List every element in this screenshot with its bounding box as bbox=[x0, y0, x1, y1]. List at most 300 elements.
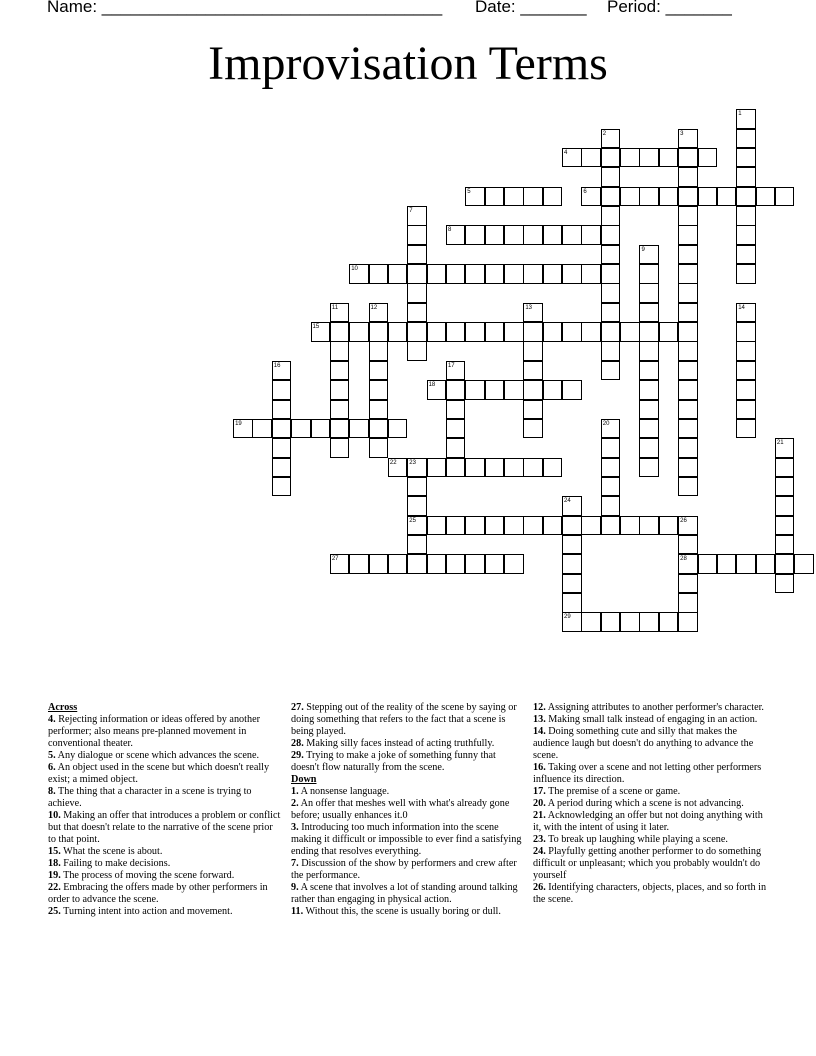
grid-cell[interactable] bbox=[369, 380, 389, 400]
grid-cell[interactable] bbox=[639, 380, 659, 400]
clue-number-label: 3 bbox=[680, 130, 684, 137]
grid-cell[interactable] bbox=[581, 148, 601, 168]
grid-cell[interactable] bbox=[678, 303, 698, 323]
grid-cell[interactable] bbox=[504, 554, 524, 574]
clue-number: 21. bbox=[533, 810, 546, 821]
clue-text: Introducing too much information into the scene making it difficult or impossible to ever find a satisfying ending that resolves everything. bbox=[291, 822, 522, 857]
grid-cell[interactable] bbox=[543, 187, 563, 207]
grid-cell[interactable] bbox=[639, 612, 659, 632]
grid-cell[interactable] bbox=[659, 516, 679, 536]
grid-cell[interactable] bbox=[775, 496, 795, 516]
clue-number-label: 29 bbox=[564, 614, 571, 621]
grid-cell[interactable] bbox=[698, 554, 718, 574]
grid-cell[interactable] bbox=[523, 322, 543, 342]
grid-cell[interactable] bbox=[407, 477, 427, 497]
clue-text: A period during which a scene is not advancing. bbox=[547, 798, 744, 809]
grid-cell[interactable] bbox=[446, 438, 466, 458]
grid-cell[interactable] bbox=[427, 554, 447, 574]
grid-cell[interactable] bbox=[756, 187, 776, 207]
grid-cell[interactable] bbox=[446, 264, 466, 284]
grid-cell[interactable] bbox=[601, 458, 621, 478]
grid-cell[interactable] bbox=[678, 593, 698, 613]
grid-cell[interactable] bbox=[639, 438, 659, 458]
grid-cell[interactable] bbox=[601, 187, 621, 207]
clue-number-label: 16 bbox=[273, 362, 281, 369]
grid-cell[interactable] bbox=[543, 516, 563, 536]
grid-cell[interactable] bbox=[349, 554, 369, 574]
grid-cell[interactable] bbox=[407, 554, 427, 574]
clue-number: 25. bbox=[48, 906, 61, 917]
grid-cell[interactable] bbox=[291, 419, 311, 439]
down-clue bbox=[533, 846, 768, 882]
grid-cell[interactable] bbox=[427, 458, 447, 478]
grid-cell[interactable] bbox=[775, 535, 795, 555]
clue-text: An object used in the scene but which doesn't really exist; a mimed object. bbox=[48, 762, 270, 785]
grid-cell[interactable] bbox=[736, 554, 756, 574]
grid-cell[interactable] bbox=[446, 554, 466, 574]
grid-cell[interactable] bbox=[639, 148, 659, 168]
grid-cell[interactable] bbox=[523, 341, 543, 361]
grid-cell[interactable] bbox=[330, 322, 350, 342]
grid-cell[interactable] bbox=[465, 225, 485, 245]
clue-number: 24. bbox=[533, 846, 546, 857]
grid-cell[interactable] bbox=[601, 225, 621, 245]
grid-cell[interactable] bbox=[562, 535, 582, 555]
grid-cell[interactable] bbox=[678, 148, 698, 168]
grid-cell[interactable] bbox=[620, 322, 640, 342]
grid-cell[interactable] bbox=[601, 245, 621, 265]
clue-text: Without this, the scene is usually boring or dull. bbox=[305, 906, 501, 917]
across-clue bbox=[48, 858, 283, 870]
down-clue bbox=[533, 714, 768, 726]
grid-cell[interactable] bbox=[678, 187, 698, 207]
down-clue bbox=[533, 834, 768, 846]
clue-number-label: 14 bbox=[738, 304, 745, 311]
clue-text: What the scene is about. bbox=[63, 846, 163, 857]
grid-cell[interactable] bbox=[369, 554, 389, 574]
clue-text: Playfully getting another performer to do something difficult or unpleasant; which you probably wouldn't do yourself bbox=[533, 846, 762, 881]
grid-cell[interactable] bbox=[717, 554, 737, 574]
grid-cell[interactable] bbox=[736, 148, 756, 168]
clue-number: 15. bbox=[48, 846, 61, 857]
grid-cell[interactable] bbox=[678, 458, 698, 478]
clue-text: Embracing the offers made by other performers in order to advance the scene. bbox=[48, 882, 268, 905]
grid-cell[interactable] bbox=[678, 380, 698, 400]
grid-cell[interactable] bbox=[620, 187, 640, 207]
clue-number-label: 9 bbox=[641, 246, 645, 253]
grid-cell[interactable] bbox=[736, 322, 756, 342]
clue-text: Any dialogue or scene which advances the scene. bbox=[57, 750, 260, 761]
grid-cell[interactable] bbox=[272, 438, 292, 458]
grid-cell[interactable] bbox=[272, 477, 292, 497]
grid-cell[interactable] bbox=[562, 516, 582, 536]
grid-cell[interactable] bbox=[639, 516, 659, 536]
grid-cell[interactable] bbox=[736, 206, 756, 226]
clue-number: 20. bbox=[533, 798, 546, 809]
clue-number-label: 17 bbox=[447, 362, 455, 369]
grid-cell[interactable] bbox=[330, 419, 350, 439]
grid-cell[interactable] bbox=[601, 612, 621, 632]
grid-cell[interactable] bbox=[678, 612, 698, 632]
grid-cell[interactable] bbox=[543, 322, 563, 342]
grid-cell[interactable] bbox=[736, 341, 756, 361]
clue-text: Making an offer that introduces a problem or conflict but that doesn't relate to the narrative of the scene prior to that point. bbox=[48, 810, 281, 845]
grid-cell[interactable] bbox=[678, 419, 698, 439]
clue-number: 3. bbox=[291, 822, 299, 833]
grid-cell[interactable] bbox=[562, 264, 582, 284]
grid-cell[interactable] bbox=[252, 419, 272, 439]
grid-cell[interactable] bbox=[369, 400, 389, 420]
grid-cell[interactable] bbox=[601, 341, 621, 361]
grid-cell[interactable] bbox=[369, 419, 389, 439]
grid-cell[interactable] bbox=[504, 380, 524, 400]
clue-text: Discussion of the show by performers and crew after the performance. bbox=[291, 858, 517, 881]
grid-cell[interactable] bbox=[678, 167, 698, 187]
clue-text: Assigning attributes to another performer's character. bbox=[547, 702, 764, 713]
clue-text: The premise of a scene or game. bbox=[548, 786, 681, 797]
grid-cell[interactable] bbox=[407, 535, 427, 555]
grid-cell[interactable] bbox=[678, 206, 698, 226]
grid-cell[interactable] bbox=[601, 496, 621, 516]
clue-number: 27. bbox=[291, 702, 304, 713]
grid-cell[interactable] bbox=[736, 400, 756, 420]
grid-cell[interactable] bbox=[581, 264, 601, 284]
grid-cell[interactable] bbox=[562, 574, 582, 594]
grid-cell[interactable] bbox=[523, 400, 543, 420]
grid-cell[interactable] bbox=[736, 361, 756, 381]
clue-number-label: 18 bbox=[428, 382, 436, 389]
grid-cell[interactable] bbox=[407, 225, 427, 245]
clue-number-label: 1 bbox=[738, 111, 742, 118]
clue-number-label: 2 bbox=[602, 130, 607, 137]
grid-cell[interactable] bbox=[407, 303, 427, 323]
grid-cell[interactable] bbox=[601, 303, 621, 323]
clue-text: Stepping out of the reality of the scene by saying or doing something that refers to the fact that a scene is being played. bbox=[291, 702, 517, 737]
grid-cell[interactable] bbox=[581, 516, 601, 536]
grid-cell[interactable] bbox=[427, 516, 447, 536]
grid-cell[interactable] bbox=[639, 458, 659, 478]
grid-cell[interactable] bbox=[678, 361, 698, 381]
clue-number-label: 20 bbox=[602, 420, 610, 427]
across-clue bbox=[48, 750, 283, 762]
grid-cell[interactable] bbox=[601, 206, 621, 226]
grid-cell[interactable] bbox=[465, 380, 485, 400]
across-clue bbox=[48, 882, 283, 906]
grid-cell[interactable] bbox=[678, 438, 698, 458]
grid-cell[interactable] bbox=[601, 148, 621, 168]
grid-cell[interactable] bbox=[639, 283, 659, 303]
grid-cell[interactable] bbox=[504, 264, 524, 284]
grid-cell[interactable] bbox=[388, 322, 408, 342]
clue-number-label: 24 bbox=[564, 498, 571, 505]
grid-cell[interactable] bbox=[543, 225, 563, 245]
grid-cell[interactable] bbox=[369, 264, 389, 284]
grid-cell[interactable] bbox=[427, 322, 447, 342]
grid-cell[interactable] bbox=[678, 477, 698, 497]
clue-text: Identifying characters, objects, places, and so forth in the scene. bbox=[533, 882, 767, 905]
grid-cell[interactable] bbox=[543, 264, 563, 284]
grid-cell[interactable] bbox=[756, 554, 776, 574]
across-clue bbox=[48, 846, 283, 858]
clue-number-label: 19 bbox=[235, 420, 242, 427]
grid-cell[interactable] bbox=[465, 458, 485, 478]
down-clue bbox=[291, 906, 526, 918]
grid-cell[interactable] bbox=[523, 225, 543, 245]
grid-cell[interactable] bbox=[601, 477, 621, 497]
grid-cell[interactable] bbox=[485, 187, 505, 207]
down-clue bbox=[533, 798, 768, 810]
clues-column-3 bbox=[533, 702, 768, 906]
grid-cell[interactable] bbox=[601, 283, 621, 303]
grid-cell[interactable] bbox=[736, 264, 756, 284]
grid-cell[interactable] bbox=[562, 554, 582, 574]
clue-number: 16. bbox=[533, 762, 546, 773]
clue-number-label: 25 bbox=[409, 517, 416, 524]
down-clue bbox=[291, 858, 526, 882]
grid-cell[interactable] bbox=[465, 516, 485, 536]
grid-cell[interactable] bbox=[678, 264, 698, 284]
grid-cell[interactable] bbox=[543, 380, 563, 400]
clues-column-2 bbox=[291, 702, 526, 918]
grid-cell[interactable] bbox=[465, 322, 485, 342]
clue-number-label: 26 bbox=[680, 517, 687, 524]
grid-cell[interactable] bbox=[775, 477, 795, 497]
grid-cell[interactable] bbox=[794, 554, 814, 574]
clue-number: 19. bbox=[48, 870, 61, 881]
grid-cell[interactable] bbox=[639, 361, 659, 381]
grid-cell[interactable] bbox=[446, 516, 466, 536]
grid-cell[interactable] bbox=[659, 187, 679, 207]
grid-cell[interactable] bbox=[504, 187, 524, 207]
clue-number-label: 11 bbox=[331, 304, 339, 311]
grid-cell[interactable] bbox=[485, 380, 505, 400]
grid-cell[interactable] bbox=[698, 148, 718, 168]
grid-cell[interactable] bbox=[485, 458, 505, 478]
grid-cell[interactable] bbox=[446, 400, 466, 420]
grid-cell[interactable] bbox=[717, 187, 737, 207]
grid-cell[interactable] bbox=[272, 400, 292, 420]
clue-number-label: 28 bbox=[680, 556, 687, 563]
grid-cell[interactable] bbox=[427, 264, 447, 284]
clue-number: 9. bbox=[291, 882, 299, 893]
clue-number: 14. bbox=[533, 726, 546, 737]
grid-cell[interactable] bbox=[504, 516, 524, 536]
grid-cell[interactable] bbox=[523, 419, 543, 439]
grid-cell[interactable] bbox=[349, 322, 369, 342]
grid-cell[interactable] bbox=[504, 458, 524, 478]
grid-cell[interactable] bbox=[581, 322, 601, 342]
grid-cell[interactable] bbox=[601, 167, 621, 187]
clue-number: 22. bbox=[48, 882, 61, 893]
grid-cell[interactable] bbox=[601, 516, 621, 536]
clue-number-label: 10 bbox=[351, 266, 358, 273]
grid-cell[interactable] bbox=[562, 380, 582, 400]
grid-cell[interactable] bbox=[775, 574, 795, 594]
grid-cell[interactable] bbox=[485, 516, 505, 536]
across-clue bbox=[48, 762, 283, 786]
grid-cell[interactable] bbox=[388, 419, 408, 439]
clue-number: 7. bbox=[291, 858, 299, 869]
grid-cell[interactable] bbox=[581, 225, 601, 245]
grid-cell[interactable] bbox=[639, 322, 659, 342]
grid-cell[interactable] bbox=[330, 361, 350, 381]
grid-cell[interactable] bbox=[330, 438, 350, 458]
clue-number: 12. bbox=[533, 702, 546, 713]
grid-cell[interactable] bbox=[659, 612, 679, 632]
down-clue bbox=[291, 882, 526, 906]
grid-cell[interactable] bbox=[446, 458, 466, 478]
grid-cell[interactable] bbox=[485, 225, 505, 245]
grid-cell[interactable] bbox=[388, 264, 408, 284]
clue-text: An offer that meshes well with what's already gone before; usually enhances it.0 bbox=[291, 798, 510, 821]
across-clue bbox=[48, 786, 283, 810]
grid-cell[interactable] bbox=[678, 225, 698, 245]
grid-cell[interactable] bbox=[504, 225, 524, 245]
grid-cell[interactable] bbox=[349, 419, 369, 439]
grid-cell[interactable] bbox=[620, 148, 640, 168]
grid-cell[interactable] bbox=[678, 341, 698, 361]
clue-text: A scene that involves a lot of standing around talking rather than engaging in physical action. bbox=[291, 882, 518, 905]
clue-number-label: 15 bbox=[312, 324, 320, 331]
grid-cell[interactable] bbox=[775, 554, 795, 574]
grid-cell[interactable] bbox=[272, 419, 292, 439]
clue-number-label: 23 bbox=[409, 459, 416, 466]
grid-cell[interactable] bbox=[272, 458, 292, 478]
grid-cell[interactable] bbox=[678, 283, 698, 303]
grid-cell[interactable] bbox=[465, 554, 485, 574]
grid-cell[interactable] bbox=[678, 574, 698, 594]
grid-cell[interactable] bbox=[775, 516, 795, 536]
grid-cell[interactable] bbox=[601, 438, 621, 458]
grid-cell[interactable] bbox=[639, 187, 659, 207]
grid-cell[interactable] bbox=[620, 516, 640, 536]
down-clue bbox=[291, 798, 526, 822]
clue-number: 4. bbox=[48, 714, 56, 725]
grid-cell[interactable] bbox=[659, 322, 679, 342]
grid-cell[interactable] bbox=[523, 187, 543, 207]
grid-cell[interactable] bbox=[562, 225, 582, 245]
grid-cell[interactable] bbox=[523, 516, 543, 536]
grid-cell[interactable] bbox=[736, 380, 756, 400]
grid-cell[interactable] bbox=[639, 264, 659, 284]
grid-cell[interactable] bbox=[504, 322, 524, 342]
clue-number: 11. bbox=[291, 906, 304, 917]
grid-cell[interactable] bbox=[311, 419, 331, 439]
clue-number: 26. bbox=[533, 882, 546, 893]
grid-cell[interactable] bbox=[562, 322, 582, 342]
grid-cell[interactable] bbox=[446, 419, 466, 439]
grid-cell[interactable] bbox=[369, 438, 389, 458]
clue-text: Turning intent into action and movement. bbox=[63, 906, 233, 917]
grid-cell[interactable] bbox=[369, 322, 389, 342]
down-clue bbox=[533, 810, 768, 834]
clue-number-label: 5 bbox=[467, 188, 471, 195]
clue-number: 13. bbox=[533, 714, 546, 725]
grid-cell[interactable] bbox=[330, 380, 350, 400]
grid-cell[interactable] bbox=[698, 187, 718, 207]
page-title: Improvisation Terms bbox=[208, 37, 608, 90]
clue-number-label: 7 bbox=[409, 208, 413, 214]
grid-cell[interactable] bbox=[736, 167, 756, 187]
down-clue bbox=[291, 822, 526, 858]
across-clue bbox=[291, 750, 526, 774]
grid-cell[interactable] bbox=[485, 322, 505, 342]
clue-number: 18. bbox=[48, 858, 61, 869]
grid-cell[interactable] bbox=[407, 341, 427, 361]
grid-cell[interactable] bbox=[407, 264, 427, 284]
clue-number: 8. bbox=[48, 786, 56, 797]
grid-cell[interactable] bbox=[678, 400, 698, 420]
grid-cell[interactable] bbox=[407, 283, 427, 303]
clue-number-label: 6 bbox=[583, 188, 587, 195]
grid-cell[interactable] bbox=[523, 458, 543, 478]
grid-cell[interactable] bbox=[581, 612, 601, 632]
clue-number: 1. bbox=[291, 786, 299, 797]
grid-cell[interactable] bbox=[775, 187, 795, 207]
clue-text: Acknowledging an offer but not doing anything with it, with the intent of using it later. bbox=[533, 810, 763, 833]
grid-cell[interactable] bbox=[330, 400, 350, 420]
clue-text: Rejecting information or ideas offered by another performer; also means pre-planned movement in conventional theater. bbox=[48, 714, 260, 749]
grid-cell[interactable] bbox=[330, 341, 350, 361]
across-heading: Across bbox=[48, 702, 78, 713]
grid-cell[interactable] bbox=[639, 419, 659, 439]
clue-number: 29. bbox=[291, 750, 304, 761]
grid-cell[interactable] bbox=[523, 264, 543, 284]
grid-cell[interactable] bbox=[562, 593, 582, 613]
clue-number: 28. bbox=[291, 738, 304, 749]
grid-cell[interactable] bbox=[678, 535, 698, 555]
grid-cell[interactable] bbox=[639, 303, 659, 323]
grid-cell[interactable] bbox=[407, 245, 427, 265]
grid-cell[interactable] bbox=[639, 400, 659, 420]
grid-cell[interactable] bbox=[736, 129, 756, 149]
grid-cell[interactable] bbox=[485, 264, 505, 284]
grid-cell[interactable] bbox=[601, 264, 621, 284]
grid-cell[interactable] bbox=[465, 264, 485, 284]
clue-text: Making small talk instead of engaging in an action. bbox=[548, 714, 758, 725]
grid-cell[interactable] bbox=[736, 245, 756, 265]
grid-cell[interactable] bbox=[620, 612, 640, 632]
grid-cell[interactable] bbox=[736, 419, 756, 439]
grid-cell[interactable] bbox=[678, 245, 698, 265]
grid-cell[interactable] bbox=[407, 496, 427, 516]
grid-cell[interactable] bbox=[407, 322, 427, 342]
grid-cell[interactable] bbox=[543, 458, 563, 478]
grid-cell[interactable] bbox=[678, 322, 698, 342]
down-clue bbox=[291, 786, 526, 798]
grid-cell[interactable] bbox=[272, 380, 292, 400]
grid-cell[interactable] bbox=[388, 554, 408, 574]
clue-text: Making silly faces instead of acting truthfully. bbox=[306, 738, 495, 749]
clue-text: Trying to make a joke of something funny that doesn't flow naturally from the scene. bbox=[291, 750, 496, 773]
grid-cell[interactable] bbox=[485, 554, 505, 574]
clue-text: The process of moving the scene forward. bbox=[63, 870, 235, 881]
grid-cell[interactable] bbox=[775, 458, 795, 478]
grid-cell[interactable] bbox=[369, 361, 389, 381]
grid-cell[interactable] bbox=[736, 187, 756, 207]
grid-cell[interactable] bbox=[446, 380, 466, 400]
grid-cell[interactable] bbox=[639, 341, 659, 361]
grid-cell[interactable] bbox=[369, 341, 389, 361]
grid-cell[interactable] bbox=[659, 148, 679, 168]
grid-cell[interactable] bbox=[523, 361, 543, 381]
grid-cell[interactable] bbox=[601, 322, 621, 342]
across-clue bbox=[48, 906, 283, 918]
grid-cell[interactable] bbox=[736, 225, 756, 245]
grid-cell[interactable] bbox=[601, 361, 621, 381]
grid-cell[interactable] bbox=[446, 322, 466, 342]
grid-cell[interactable] bbox=[523, 380, 543, 400]
